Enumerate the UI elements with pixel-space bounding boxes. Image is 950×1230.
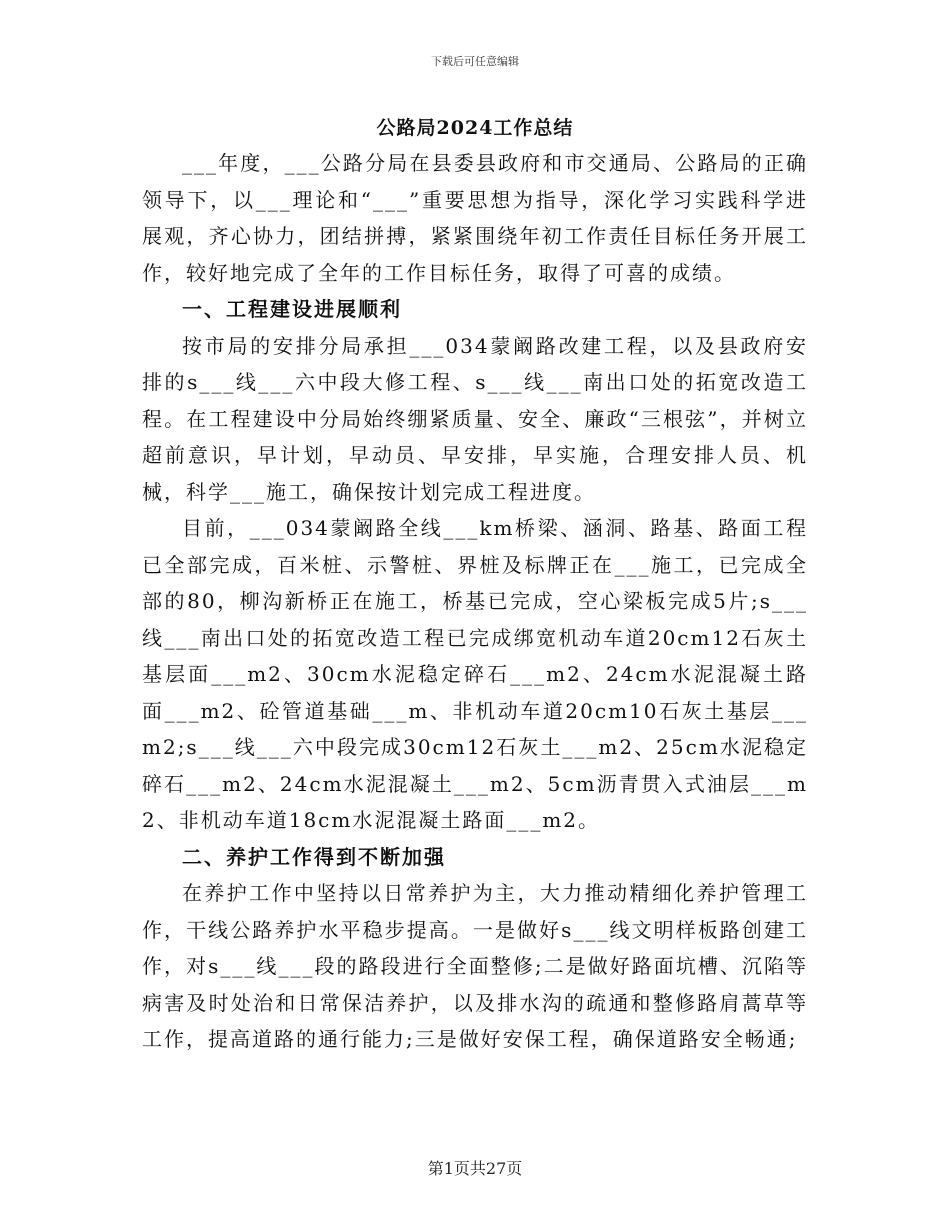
section-heading-2: 二、养护工作得到不断加强: [182, 844, 446, 869]
document-body: [142, 145, 808, 1058]
header-note: 下载后可任意编辑: [431, 55, 519, 68]
paragraph-construction: 按市局的安排分局承担___034蒙阚路改建工程，以及县政府安排的s___线___六中段大修工程、s___线___南出口处的拓宽改造工程。在工程建设中分局始终绷紧质量、安全、廉政“三根弦”，并树立超前意识，早计划，早动员、早安排，早实施，合理安排人员、机械，科学___施工，确保按计划完成工程进度。: [142, 333, 808, 504]
page-footer: 第1页共27页: [427, 1159, 523, 1178]
paragraph-intro: ___年度，___公路分局在县委县政府和市交通局、公路局的正确领导下，以___理论和“___”重要思想为指导，深化学习实践科学进展观，齐心协力，团结拼搏，紧紧围绕年初工作责任目标任务开展工作，较好地完成了全年的工作目标任务，取得了可喜的成绩。: [142, 151, 808, 285]
paragraph-maintenance: 在养护工作中坚持以日常养护为主，大力推动精细化养护管理工作，干线公路养护水平稳步提高。一是做好s___线文明样板路创建工作，对s___线___段的路段进行全面整修;二是做好路面坑槽、沉陷等病害及时处治和日常保洁养护，以及排水沟的疏通和整修路肩蒿草等工作，提高道路的通行能力;三是做好安保工程，确保道路安全畅通;: [142, 881, 808, 1051]
section-heading-1: 一、工程建设进展顺利: [182, 297, 402, 321]
document-title: 公路局2024工作总结: [376, 117, 574, 139]
paragraph-progress: 目前，___034蒙阚路全线___km桥梁、涵洞、路基、路面工程已全部完成，百米桩、示警桩、界桩及标牌正在___施工，已完成全部的80，柳沟新桥正在施工，桥基已完成，空心梁板完成5片;s___线___南出口处的拓宽改造工程已完成绑宽机动车道20cm12石灰土基层面___m2、30cm水泥稳定碎石___m2、24cm水泥混凝土路面___m2、砼管道基础___m、非机动车道20cm10石灰土基层___m2;s___线___六中段完成30cm12石灰土___m2、25cm水泥稳定碎石___m2、24cm水泥混凝土___m2、5cm沥青贯入式油层___m2、非机动车道18cm水泥混凝土路面___m2。: [142, 516, 808, 832]
